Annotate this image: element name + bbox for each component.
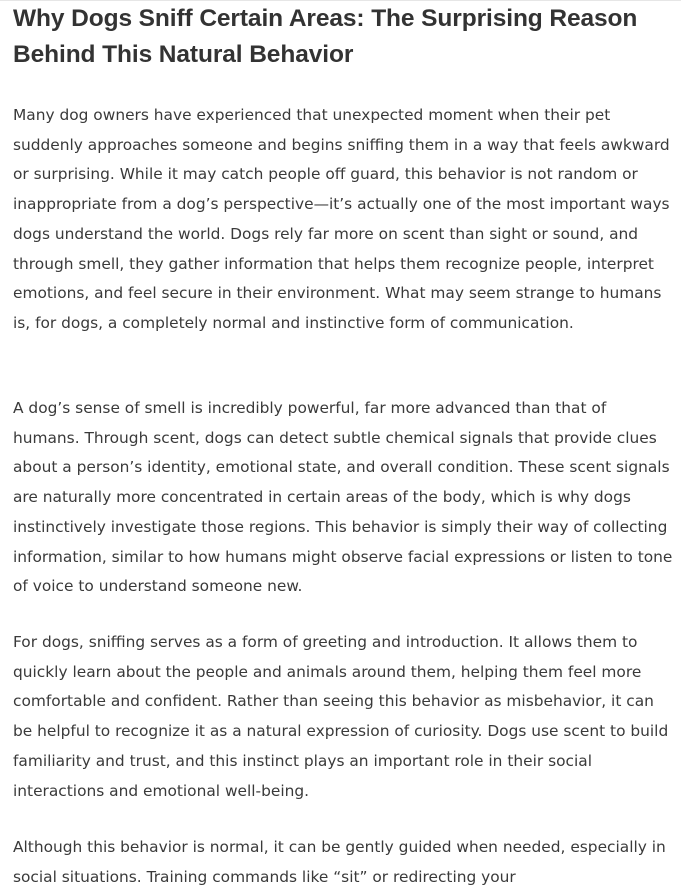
article-paragraph-1: Many dog owners have experienced that unexpected moment when their pet suddenly approaches someone and begins sniffing them in a way that feels awkward or surprising. While it may catch people off guard, this behavior is not random or inappropriate from a dog’s perspective—it’s actually one of the most important ways dogs understand the world. Dogs rely far more on scent than sight or sound, and through smell, they gather information that helps them recognize people, interpret emotions, and feel secure in their environment. What may seem strange to humans is, for dogs, a completely normal and instinctive form of communication.	[13, 106, 670, 332]
article-paragraph-3: For dogs, sniffing serves as a form of greeting and introduction. It allows them to quickly learn about the people and animals around them, helping them feel more comfortable and confident. Rather than seeing this behavior as misbehavior, it can be helpful to recognize it as a natural expression of curiosity. Dogs use scent to build familiarity and trust, and this instinct plays an important role in their social interactions and emotional well-being.	[13, 633, 669, 800]
article-paragraph-4: Although this behavior is normal, it can be gently guided when needed, especially in social situations. Training commands like “sit” or redirecting your	[13, 838, 666, 886]
article-title: Why Dogs Sniff Certain Areas: The Surprising Reason Behind This Natural Behavior	[13, 5, 638, 68]
article-title-container	[13, 1, 673, 73]
article-paragraph-2: A dog’s sense of smell is incredibly powerful, far more advanced than that of humans. Through scent, dogs can detect subtle chemical signals that provide clues about a person’s identity, emotional state, and overall condition. These scent signals are naturally more concentrated in certain areas of the body, which is why dogs instinctively investigate those regions. This behavior is simply their way of collecting information, similar to how humans might observe facial expressions or listen to tone of voice to understand someone new.	[13, 399, 673, 596]
